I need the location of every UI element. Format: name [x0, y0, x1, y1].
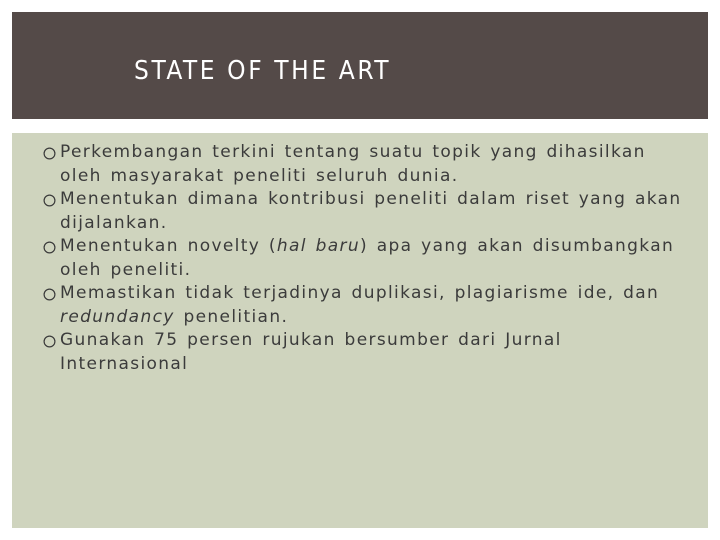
bullet-item [42, 329, 692, 376]
bullet-list [42, 141, 692, 376]
bullet-text-start: Memastikan tidak terjadinya duplikasi, plagiarisme ide, dan [60, 283, 660, 303]
bullet-text: Perkembangan terkini tentang suatu topik yang dihasilkan oleh masyarakat peneliti seluruh dunia. [60, 142, 646, 186]
circle-bullet-icon [43, 241, 56, 254]
circle-bullet-icon [43, 147, 56, 160]
bullet-item [42, 141, 692, 188]
title-divider [12, 119, 708, 133]
bullet-emphasis: hal baru [276, 236, 360, 256]
slide [12, 12, 708, 528]
bullet-text: Menentukan dimana kontribusi peneliti dalam riset yang akan dijalankan. [60, 189, 682, 233]
title-bar [12, 12, 708, 119]
circle-bullet-icon [43, 335, 56, 348]
bullet-item [42, 282, 692, 329]
bullet-item [42, 188, 692, 235]
bullet-text-end: penelitian. [174, 306, 289, 327]
circle-bullet-icon [43, 194, 56, 207]
bullet-text: Gunakan 75 persen rujukan bersumber dari Jurnal Internasional [60, 330, 562, 374]
bullet-text-start: Menentukan novelty ( [60, 236, 277, 256]
circle-bullet-icon [43, 288, 56, 301]
bullet-emphasis: redundancy [60, 306, 175, 327]
slide-title: STATE OF THE ART [134, 56, 392, 86]
bullet-text-end: ) apa yang akan disumbangkan oleh peneliti. [60, 236, 675, 280]
bullet-item [42, 235, 692, 282]
